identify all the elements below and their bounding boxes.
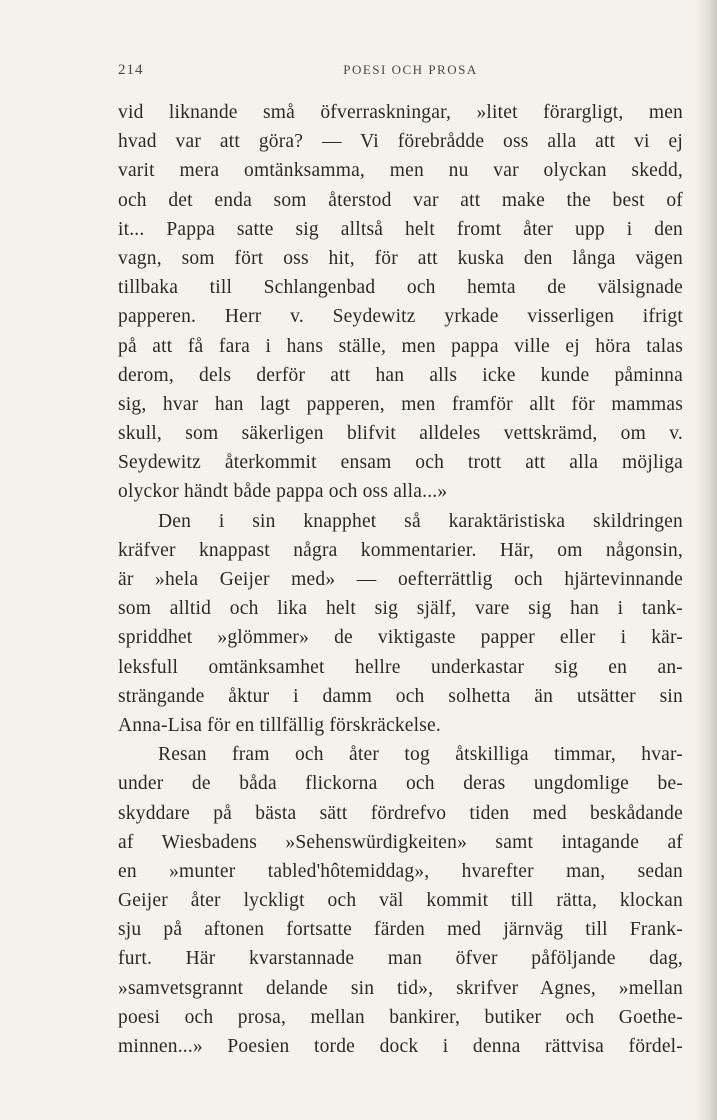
- text-line: Anna-Lisa för en tillfällig förskräckelse.: [118, 714, 441, 736]
- page-edge-shadow: [695, 0, 717, 1120]
- running-header: [118, 62, 683, 84]
- text-line: tillbaka till Schlangenbad och hemta de välsignade: [118, 277, 683, 299]
- text-line: olyckor händt både pappa och oss alla...»: [118, 481, 448, 503]
- text-line: poesi och prosa, mellan bankirer, butiker och Goethe-: [118, 1006, 683, 1028]
- text-line: »samvetsgrannt delande sin tid», skrifver Agnes, »mellan: [118, 977, 683, 999]
- text-line: varit mera omtänksamma, men nu var olyckan skedd,: [118, 160, 683, 182]
- text-line: minnen...» Poesien torde dock i denna rättvisa fördel-: [118, 1036, 683, 1057]
- text-line: en »munter tabled'hôtemiddag», hvarefter man, sedan: [118, 860, 683, 882]
- text-line: Geijer åter lyckligt och väl kommit till rätta, klockan: [118, 890, 683, 912]
- text-line: som alltid och lika helt sig själf, vare sig han i tank-: [118, 598, 683, 620]
- text-line: kräfver knappast några kommentarier. Här, om någonsin,: [118, 539, 683, 561]
- text-line: vid liknande små öfverraskningar, »litet förargligt, men: [118, 102, 683, 123]
- text-line: Resan fram och åter tog åtskilliga timmar, hvar-: [158, 744, 683, 766]
- text-line: papperen. Herr v. Seydewitz yrkade visserligen ifrigt: [118, 306, 683, 328]
- text-line: sig, hvar han lagt papperen, men framför allt för mammas: [118, 393, 683, 415]
- text-line: derom, dels derför att han alls icke kunde påminna: [118, 364, 683, 386]
- text-line: på att få fara i hans ställe, men pappa ville ej höra talas: [118, 335, 683, 357]
- text-line: strängande åktur i damm och solhetta än utsätter sin: [118, 685, 683, 707]
- text-line: och det enda som återstod var att make the best of: [118, 189, 683, 211]
- text-line: under de båda flickorna och deras ungdomlige be-: [118, 773, 683, 795]
- text-line: hvad var att göra? — Vi förebrådde oss alla att vi ej: [118, 131, 683, 153]
- text-line: skull, som säkerligen blifvit alldeles vettskrämd, om v.: [118, 423, 683, 445]
- text-line: är »hela Geijer med» — oefterrättlig och hjärtevinnande: [118, 569, 683, 590]
- text-line: leksfull omtänksamhet hellre underkastar sig en an-: [118, 656, 683, 678]
- text-line: vagn, som fört oss hit, för att kuska den långa vägen: [118, 247, 683, 269]
- text-line: Den i sin knapphet så karaktäristiska skildringen: [158, 510, 683, 532]
- text-line: spriddhet »glömmer» de viktigaste papper eller i kär-: [118, 627, 683, 649]
- text-line: Seydewitz återkommit ensam och trott att alla möjliga: [118, 452, 683, 474]
- text-line: skyddare på bästa sätt fördrefvo tiden med beskådande: [118, 802, 683, 824]
- text-line: furt. Här kvarstannade man öfver påföljande dag,: [118, 948, 683, 970]
- text-line: sju på aftonen fortsatte färden med järnväg till Frank-: [118, 919, 683, 941]
- body-text: [118, 98, 683, 1061]
- running-title: POESI OCH PROSA: [343, 62, 478, 77]
- page-number: 214: [118, 62, 144, 78]
- text-line: af Wiesbadens »Sehenswürdigkeiten» samt intagande af: [118, 831, 683, 853]
- text-line: it... Pappa satte sig alltså helt fromt åter upp i den: [118, 218, 683, 240]
